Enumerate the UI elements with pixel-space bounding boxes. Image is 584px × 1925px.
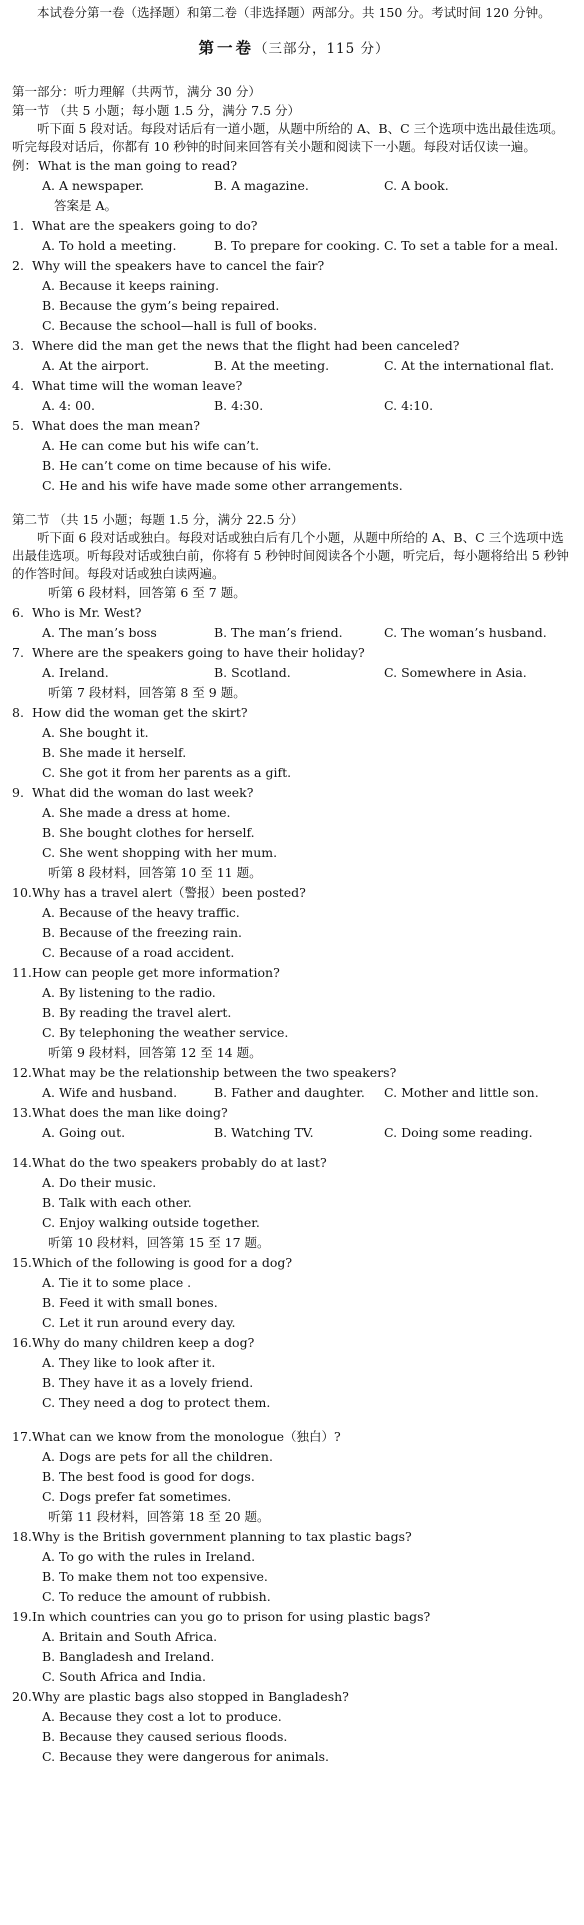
option-a: A. At the airport. [42, 358, 150, 373]
question-item [12, 416, 576, 496]
question-item [12, 1607, 576, 1687]
example-option-a: A. A newspaper. [42, 178, 144, 193]
option-b: B. Because the gym’s being repaired. [42, 298, 280, 313]
option-a: A. Because they cost a lot to produce. [42, 1709, 282, 1724]
section1-heading: 第一节 （共 5 小题；每小题 1.5 分，满分 7.5 分） [12, 103, 301, 118]
options-row [12, 236, 576, 256]
option-a: A. To go with the rules in Ireland. [42, 1549, 256, 1564]
example-prefix: 例： [12, 158, 38, 173]
option-c: C. Doing some reading. [384, 1125, 533, 1140]
question-text: What can we know from the monologue（独白）? [32, 1429, 341, 1444]
option-a: A. Tie it to some place . [42, 1275, 192, 1290]
question-line [12, 963, 576, 983]
volume-title-sub: （三部分，115 分） [253, 41, 390, 57]
question-text: What are the speakers going to do? [32, 218, 258, 233]
material-instruction: 听第 9 段材料，回答第 12 至 14 题。 [48, 1045, 262, 1060]
option-c: C. They need a dog to protect them. [42, 1395, 271, 1410]
option-a: A. Wife and husband. [42, 1085, 178, 1100]
question-text: How did the woman get the skirt? [32, 705, 248, 720]
question-text: How can people get more information? [32, 965, 280, 980]
options-row [12, 623, 576, 643]
example-answer: 答案是 A。 [54, 198, 118, 213]
option-c: C. She went shopping with her mum. [42, 845, 278, 860]
question-line [12, 1527, 576, 1547]
example-option-c: C. A book. [384, 178, 449, 193]
option-c: C. To set a table for a meal. [384, 238, 559, 253]
option-b: B. At the meeting. [214, 358, 330, 373]
option-b: B. 4:30. [214, 398, 264, 413]
option-b: B. The man’s friend. [214, 625, 343, 640]
question-item [12, 1103, 576, 1143]
section1-question-list [12, 216, 576, 496]
question-text: Why are plastic bags also stopped in Bangladesh? [32, 1689, 349, 1704]
option-b: B. They have it as a lovely friend. [42, 1375, 254, 1390]
question-text: What may be the relationship between the two speakers? [32, 1065, 397, 1080]
question-line [12, 1333, 576, 1353]
question-number: 16. [12, 1335, 32, 1350]
question-text: Why is the British government planning to tax plastic bags? [32, 1529, 412, 1544]
question-item [12, 1333, 576, 1413]
example-question-text: What is the man going to read? [38, 158, 238, 173]
option-b: B. He can’t come on time because of his wife. [42, 458, 332, 473]
options-row [12, 1083, 576, 1103]
option-b: B. Watching TV. [214, 1125, 314, 1140]
question-item [12, 376, 576, 416]
question-text: Why do many children keep a dog? [32, 1335, 255, 1350]
question-number: 6. [12, 605, 24, 620]
question-line [12, 1153, 576, 1173]
option-c: C. He and his wife have made some other arrangements. [42, 478, 403, 493]
option-b: B. She made it herself. [42, 745, 187, 760]
question-number: 10. [12, 885, 32, 900]
option-b: B. To make them not too expensive. [42, 1569, 268, 1584]
option-c: C. Because of a road accident. [42, 945, 235, 960]
option-c: C. Mother and little son. [384, 1085, 539, 1100]
question-line [12, 703, 576, 723]
question-line [12, 1063, 576, 1083]
question-text: In which countries can you go to prison for using plastic bags? [32, 1609, 431, 1624]
option-a: A. The man’s boss [42, 625, 157, 640]
option-a: A. Do their music. [42, 1175, 157, 1190]
options-row [12, 1123, 576, 1143]
question-number: 4. [12, 378, 24, 393]
option-a: A. Because it keeps raining. [42, 278, 220, 293]
question-item [12, 1527, 576, 1607]
question-number: 13. [12, 1105, 32, 1120]
option-a: A. They like to look after it. [42, 1355, 216, 1370]
question-item [12, 1427, 576, 1507]
question-number: 5. [12, 418, 24, 433]
example-option-b: B. A magazine. [214, 178, 309, 193]
option-b: B. Scotland. [214, 665, 291, 680]
spacer [12, 1143, 576, 1153]
question-line [12, 783, 576, 803]
question-number: 8. [12, 705, 24, 720]
question-number: 15. [12, 1255, 32, 1270]
question-item [12, 603, 576, 643]
material-instruction: 听第 11 段材料，回答第 18 至 20 题。 [48, 1509, 270, 1524]
question-text: What do the two speakers probably do at last? [32, 1155, 327, 1170]
question-number: 7. [12, 645, 24, 660]
option-c: C. Because they were dangerous for animals. [42, 1749, 330, 1764]
option-a: A. 4: 00. [42, 398, 95, 413]
question-number: 19. [12, 1609, 32, 1624]
option-c: C. 4:10. [384, 398, 434, 413]
question-text: What did the woman do last week? [32, 785, 254, 800]
question-number: 12. [12, 1065, 32, 1080]
question-line [12, 376, 576, 396]
option-b: B. Because of the freezing rain. [42, 925, 243, 940]
question-item [12, 216, 576, 256]
question-number: 20. [12, 1689, 32, 1704]
option-b: B. Talk with each other. [42, 1195, 192, 1210]
question-text: Why has a travel alert（警报）been posted? [32, 885, 306, 900]
option-b: B. Father and daughter. [214, 1085, 365, 1100]
option-b: B. By reading the travel alert. [42, 1005, 232, 1020]
option-b: B. She bought clothes for herself. [42, 825, 255, 840]
question-line [12, 1427, 576, 1447]
option-c: C. South Africa and India. [42, 1669, 206, 1684]
question-line [12, 216, 576, 236]
question-item [12, 1063, 576, 1103]
question-number: 3. [12, 338, 24, 353]
question-text: Which of the following is good for a dog? [32, 1255, 293, 1270]
option-c: C. Enjoy walking outside together. [42, 1215, 260, 1230]
question-item [12, 1153, 576, 1233]
question-line [12, 1607, 576, 1627]
section1-instructions: 听下面 5 段对话。每段对话后有一道小题，从题中所给的 A、B、C 三个选项中选出最佳选项。听完每段对话后，你都有 10 秒钟的时间来回答有关小题和阅读下一小题。每段对话仅读一遍。 [12, 121, 564, 154]
question-item [12, 643, 576, 683]
option-c: C. Somewhere in Asia. [384, 665, 527, 680]
option-a: A. Ireland. [42, 665, 109, 680]
question-line [12, 1253, 576, 1273]
option-c: C. To reduce the amount of rubbish. [42, 1589, 271, 1604]
option-c: C. Dogs prefer fat sometimes. [42, 1489, 232, 1504]
material-instruction: 听第 7 段材料，回答第 8 至 9 题。 [48, 685, 246, 700]
material-instruction: 听第 8 段材料，回答第 10 至 11 题。 [48, 865, 262, 880]
section2-instructions: 听下面 6 段对话或独白。每段对话或独白后有几个小题，从题中所给的 A、B、C 三个选项中选出最佳选项。听每段对话或独白前，你将有 5 秒钟时间阅读各个小题，听完后，每小题将给出 5 秒钟的作答时间。每段对话或独白读两遍。 [12, 530, 569, 581]
option-c: C. The woman’s husband. [384, 625, 547, 640]
example-options [12, 176, 576, 196]
question-text: What does the man like doing? [32, 1105, 228, 1120]
option-c: C. She got it from her parents as a gift. [42, 765, 292, 780]
volume-title [12, 36, 576, 58]
option-a: A. To hold a meeting. [42, 238, 177, 253]
question-line [12, 643, 576, 663]
question-line [12, 336, 576, 356]
option-a: A. He can come but his wife can’t. [42, 438, 260, 453]
option-b: B. Feed it with small bones. [42, 1295, 218, 1310]
question-text: Where did the man get the news that the flight had been canceled? [32, 338, 460, 353]
question-number: 18. [12, 1529, 32, 1544]
question-number: 9. [12, 785, 24, 800]
option-c: C. Because the school—hall is full of books. [42, 318, 318, 333]
question-number: 1. [12, 218, 24, 233]
options-row [12, 396, 576, 416]
question-text: Why will the speakers have to cancel the fair? [32, 258, 325, 273]
question-number: 14. [12, 1155, 32, 1170]
option-a: A. She bought it. [42, 725, 149, 740]
option-c: C. By telephoning the weather service. [42, 1025, 289, 1040]
option-a: A. Going out. [42, 1125, 126, 1140]
option-b: B. Because they caused serious floods. [42, 1729, 288, 1744]
question-text: What does the man mean? [32, 418, 200, 433]
options-row [12, 356, 576, 376]
option-b: B. The best food is good for dogs. [42, 1469, 255, 1484]
question-line [12, 883, 576, 903]
options-row [12, 663, 576, 683]
option-a: A. By listening to the radio. [42, 985, 216, 1000]
option-c: C. At the international flat. [384, 358, 555, 373]
question-item [12, 256, 576, 336]
material-instruction: 听第 6 段材料，回答第 6 至 7 题。 [48, 585, 246, 600]
part1-heading: 第一部分：听力理解（共两节，满分 30 分） [12, 84, 261, 99]
question-line [12, 1687, 576, 1707]
volume-title-main: 第一卷 [198, 38, 254, 57]
option-b: B. To prepare for cooking. [214, 238, 380, 253]
option-a: A. She made a dress at home. [42, 805, 231, 820]
example-question [12, 156, 576, 216]
question-line [12, 416, 576, 436]
option-a: A. Dogs are pets for all the children. [42, 1449, 273, 1464]
question-line [12, 1103, 576, 1123]
section2-question-list [12, 583, 576, 1767]
option-b: B. Bangladesh and Ireland. [42, 1649, 215, 1664]
question-item [12, 883, 576, 963]
question-text: What time will the woman leave? [32, 378, 243, 393]
question-line [12, 603, 576, 623]
question-number: 11. [12, 965, 32, 980]
question-number: 2. [12, 258, 24, 273]
spacer [12, 1413, 576, 1427]
question-item [12, 963, 576, 1043]
question-item [12, 1687, 576, 1767]
question-text: Where are the speakers going to have their holiday? [32, 645, 365, 660]
question-text: Who is Mr. West? [32, 605, 142, 620]
option-c: C. Let it run around every day. [42, 1315, 236, 1330]
option-a: A. Because of the heavy traffic. [42, 905, 240, 920]
section2-heading: 第二节 （共 15 小题；每题 1.5 分，满分 22.5 分） [12, 512, 304, 527]
question-item [12, 783, 576, 863]
question-item [12, 703, 576, 783]
question-item [12, 1253, 576, 1333]
exam-intro: 本试卷分第一卷（选择题）和第二卷（非选择题）两部分。共 150 分。考试时间 120 分钟。 [37, 5, 551, 20]
option-a: A. Britain and South Africa. [42, 1629, 218, 1644]
question-number: 17. [12, 1429, 32, 1444]
question-line [12, 256, 576, 276]
question-item [12, 336, 576, 376]
material-instruction: 听第 10 段材料，回答第 15 至 17 题。 [48, 1235, 270, 1250]
